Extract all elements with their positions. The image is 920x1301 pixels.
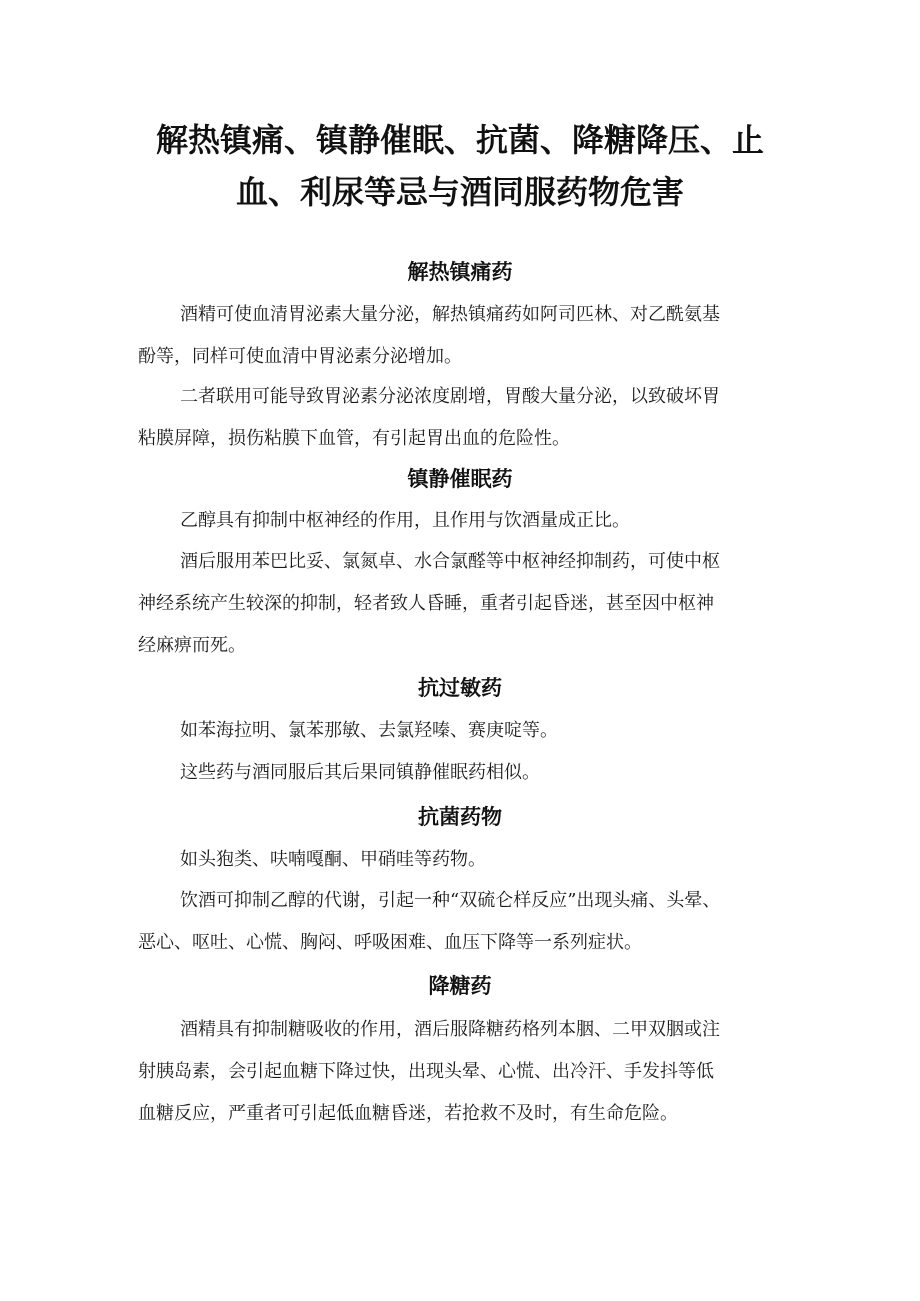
paragraph-line: 饮酒可抑制乙醇的代谢，引起一种“双硫仑样反应”出现头痛、头晕、 (180, 890, 721, 911)
paragraph-line: 神经系统产生较深的抑制，轻者致人昏睡，重者引起昏迷，甚至因中枢神 (138, 593, 714, 614)
paragraph (138, 500, 784, 542)
paragraph-line: 恶心、呕吐、心慌、胸闷、呼吸困难、血压下降等一系列症状。 (138, 932, 642, 953)
paragraph-line: 乙醇具有抑制中枢神经的作用，且作用与饮酒量成正比。 (180, 510, 630, 531)
paragraph-line: 二者联用可能导致胃泌素分泌浓度剧增，胃酸大量分泌，以致破坏胃 (180, 386, 720, 407)
paragraph-line: 这些药与酒同服后其后果同镇静催眠药相似。 (180, 762, 540, 783)
paragraph (138, 752, 784, 794)
paragraph (138, 839, 784, 881)
section-heading-hypoglycemic: 降糖药 (428, 974, 492, 998)
paragraph-line: 血糖反应，严重者可引起低血糖昏迷，若抢救不及时，有生命危险。 (138, 1103, 678, 1124)
section-heading-antipyretic: 解热镇痛药 (407, 260, 513, 284)
paragraph (138, 880, 784, 964)
paragraph-line: 经麻痹而死。 (138, 635, 246, 656)
paragraph (138, 294, 784, 378)
section-heading-antiallergy: 抗过敏药 (418, 676, 502, 700)
paragraph-line: 如头狍类、呋喃嘎酮、甲硝哇等药物。 (180, 849, 486, 870)
title-line-2: 血、利尿等忌与酒同服药物危害 (235, 173, 684, 211)
title-line-1: 解热镇痛、镇静催眠、抗菌、降糖降压、止 (155, 121, 764, 159)
paragraph (138, 541, 784, 667)
paragraph-line: 射胰岛素，会引起血糖下降过快，出现头晕、心慌、出冷汗、手发抖等低 (138, 1061, 714, 1082)
paragraph-line: 酒精具有抑制糖吸收的作用，酒后服降糖药格列本胭、二甲双胭或注 (180, 1019, 720, 1040)
paragraph (138, 376, 784, 460)
paragraph-line: 如苯海拉明、氯苯那敏、去氯羟嗪、赛庚啶等。 (180, 720, 558, 741)
page-title (100, 114, 820, 218)
paragraph-line: 粘膜屏障，损伤粘膜下血管，有引起胃出血的危险性。 (138, 428, 570, 449)
paragraph (138, 710, 784, 752)
paragraph (138, 1009, 784, 1135)
paragraph-line: 酒后服用苯巴比妥、氯氮卓、水合氯醛等中枢神经抑制药，可使中枢 (180, 551, 720, 572)
section-heading-sedative: 镇静催眠药 (407, 467, 513, 491)
section-heading-antibacterial: 抗菌药物 (418, 805, 502, 829)
paragraph-line: 酚等，同样可使血清中胃泌素分泌增加。 (138, 346, 462, 367)
paragraph-line: 酒精可使血清胃泌素大量分泌，解热镇痛药如阿司匹林、对乙酰氨基 (180, 304, 720, 325)
